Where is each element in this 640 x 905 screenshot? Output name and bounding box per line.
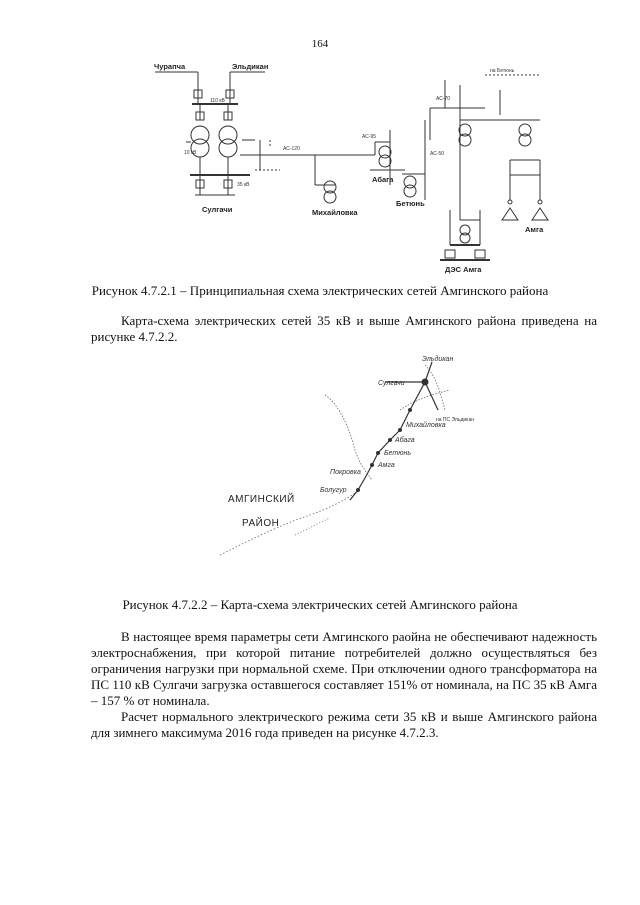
- label-line-ac50: АС-50: [430, 151, 445, 157]
- map-label-betyun: Бетюнь: [384, 450, 411, 457]
- label-line-ac70: АС-70: [436, 96, 451, 102]
- map-label-pokrovka: Покровка: [330, 469, 361, 476]
- map-region-line1: АМГИНСКИЙ: [228, 494, 295, 505]
- label-churapcha: Чурапча: [154, 62, 186, 71]
- label-sulgachi: Сулгачи: [202, 205, 233, 214]
- network-map: [200, 350, 490, 575]
- electrical-scheme-diagram: [140, 60, 570, 275]
- label-35kv: 35 кВ: [237, 182, 250, 188]
- map-label-abaga: Абага: [395, 437, 415, 444]
- paragraph-3: Расчет нормального электрического режима сети 35 кВ и выше Амгинского района для зимнего максимума 2016 года приведен на рисунке 4.7.2.3.: [91, 709, 597, 740]
- map-region-line2: РАЙОН: [242, 518, 280, 529]
- map-label-amga: Амга: [378, 462, 395, 469]
- label-amga: Амга: [525, 225, 544, 234]
- label-line-ac95: АС-95: [362, 134, 377, 140]
- label-betyun: Бетюнь: [396, 199, 425, 208]
- map-label-to-ps-eldikan: на ПС Эльдикан: [436, 417, 475, 423]
- label-to-betyun: на Бетюнь: [490, 68, 515, 74]
- label-side: 10 кВ: [184, 150, 197, 156]
- label-line-ac120: АС-120: [283, 146, 300, 152]
- paragraph-2: В настоящее время параметры сети Амгинского раойна не обеспечивают надежность электроснабжения, при которой питание потребителей должно осуществляться без ограничения нагрузки при нормальной схеме. При отключении одного трансформатора на ПС 110 кВ Сулгачи загрузка оставшегося составляет 151% от номинала, на ПС 35 кВ Амга – 157 % от номинала.: [91, 629, 597, 708]
- label-des-amga: ДЭС Амга: [445, 265, 482, 274]
- map-label-mikhailovka: Михайловка: [406, 422, 446, 429]
- label-mikhailovka: Михайловка: [312, 208, 358, 217]
- paragraph-1: Карта-схема электрических сетей 35 кВ и выше Амгинского района приведена на рисунке 4.7.2.2.: [91, 313, 597, 344]
- label-110kv: 110 кВ: [210, 98, 225, 104]
- page-number: 164: [311, 38, 329, 50]
- figure1-caption: Рисунок 4.7.2.1 – Принципиальная схема электрических сетей Амгинского района: [91, 283, 549, 298]
- map-label-bolugur: Болугур: [320, 487, 347, 494]
- label-abaga: Абага: [372, 175, 394, 184]
- figure2-caption: Рисунок 4.7.2.2 – Карта-схема электрических сетей Амгинского района: [122, 597, 518, 612]
- map-label-sulgachi: Сулгачи: [378, 380, 405, 387]
- label-eldikan: Эльдикан: [232, 62, 269, 71]
- map-label-eldikan: Эльдикан: [422, 356, 454, 363]
